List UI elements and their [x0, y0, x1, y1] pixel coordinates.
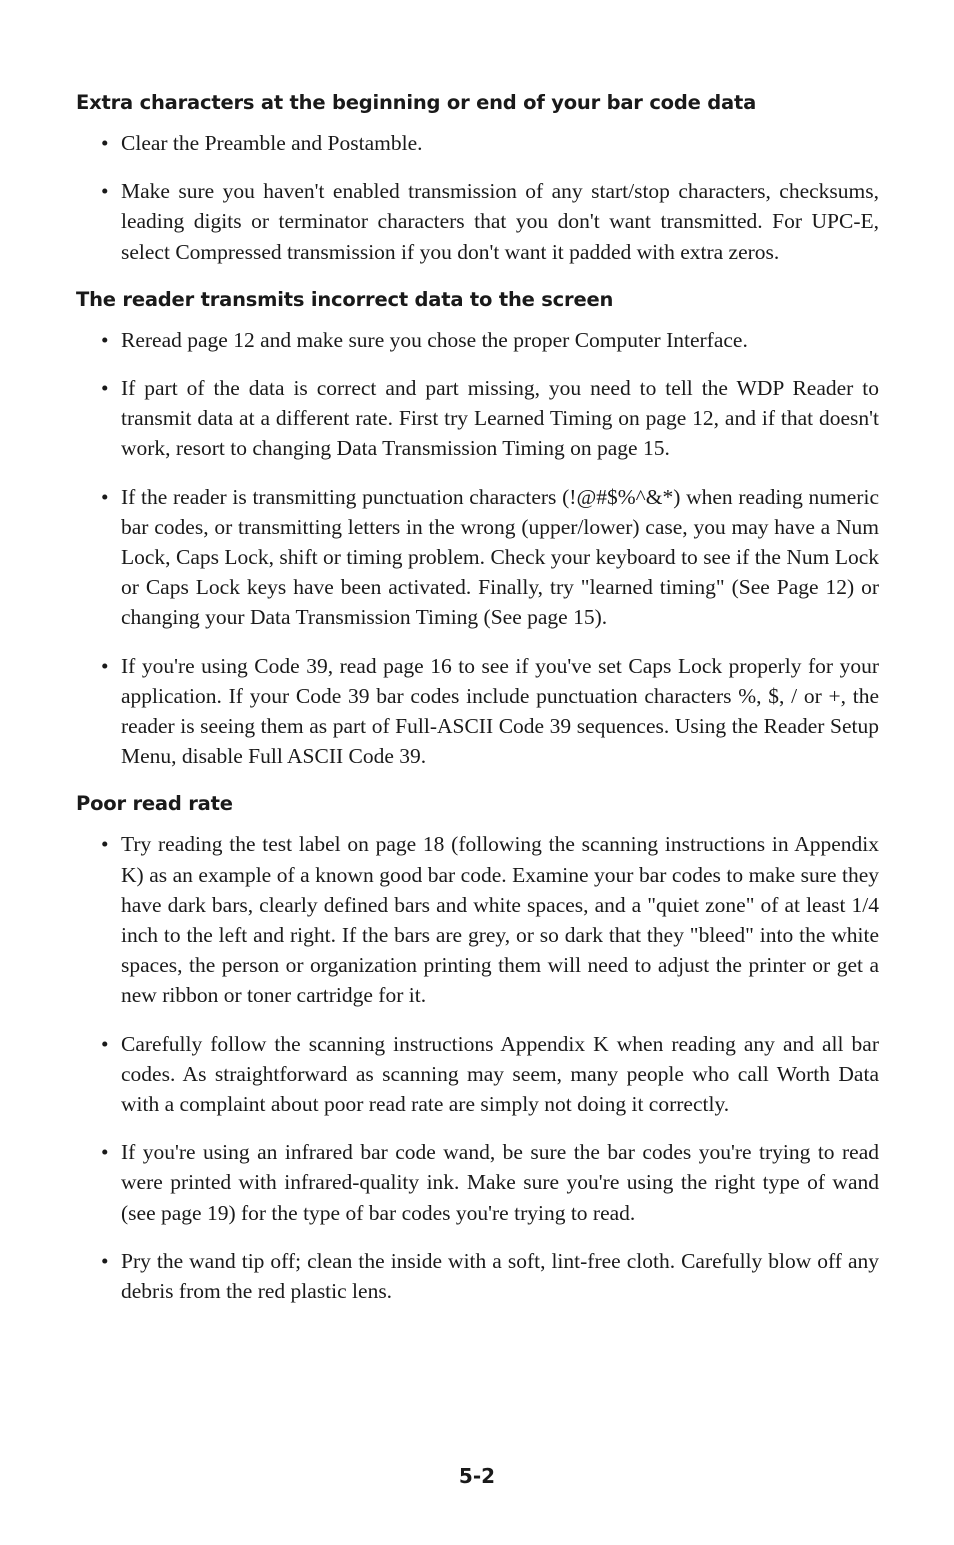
list-item-text: If the reader is transmitting punctuation characters (!@#$%^&*) when reading numeric bar codes, or transmitting letters in the wrong (upper/lower) case, you may have a Num Lock, Caps Lock, shift or timing problem. Check your keyboard to see if the Num Lock or Caps Lock keys have been activated. Finally, try "learned timing" (See Page 12) or changing your Data Transmission Timing (See page 15).: [121, 484, 879, 630]
list-item-text: Clear the Preamble and Postamble.: [121, 131, 423, 155]
bullet-list: [76, 829, 879, 1306]
list-item: [76, 373, 879, 464]
page-content: [76, 88, 879, 1324]
bullet-icon: •: [101, 653, 109, 678]
list-item: [76, 1137, 879, 1228]
list-item-text: If you're using an infrared bar code wand, be sure the bar codes you're trying to read were printed with infrared-quality ink. Make sure you're using the right type of wand (see page 19) for the type of bar codes you're trying to read.: [121, 1140, 879, 1225]
list-item-text: Make sure you haven't enabled transmission of any start/stop characters, checksums, leading digits or terminator characters that you don't want transmitted. For UPC-E, select Compressed transmission if you don't want it padded with extra zeros.: [121, 179, 879, 264]
section-incorrect-data: [76, 285, 879, 772]
list-item: [76, 829, 879, 1010]
bullet-icon: •: [101, 484, 109, 509]
bullet-icon: •: [101, 376, 109, 401]
bullet-icon: •: [101, 179, 109, 204]
bullet-icon: •: [101, 1248, 109, 1273]
list-item: [76, 1246, 879, 1306]
page-number: 5-2: [458, 1464, 496, 1488]
list-item: [76, 176, 879, 267]
list-item: [76, 128, 879, 158]
list-item: [76, 482, 879, 633]
section-heading: Extra characters at the beginning or end of your bar code data: [76, 91, 757, 114]
bullet-icon: •: [101, 1031, 109, 1056]
bullet-icon: •: [101, 832, 109, 857]
list-item: [76, 325, 879, 355]
list-item-text: Pry the wand tip off; clean the inside with a soft, lint-free cloth. Carefully blow off any debris from the red plastic lens.: [121, 1248, 879, 1304]
bullet-icon: •: [101, 1140, 109, 1165]
list-item-text: Carefully follow the scanning instructions Appendix K when reading any and all bar codes. As straightforward as scanning may seem, many people who call Worth Data with a complaint about poor read rate are simply not doing it correctly.: [121, 1031, 879, 1117]
list-item-text: Try reading the test label on page 18 (following the scanning instructions in Appendix K) as an example of a known good bar code. Examine your bar codes to make sure they have dark bars, clearly defined bars and white spaces, and a "quiet zone" of at least 1/4 inch to the left and right. If the bars are grey, or so dark that they "bleed" into the white spaces, the person or organization printing them will need to adjust the printer or get a new ribbon or toner cartridge for it.: [121, 832, 879, 1008]
bullet-list: [76, 128, 879, 267]
bullet-icon: •: [101, 327, 109, 352]
list-item-text: If part of the data is correct and part missing, you need to tell the WDP Reader to transmit data at a different rate. First try Learned Timing on page 12, and if that doesn't work, resort to changing Data Transmission Timing on page 15.: [121, 376, 879, 461]
section-poor-read-rate: [76, 789, 879, 1306]
section-heading: Poor read rate: [76, 792, 233, 816]
bullet-list: [76, 325, 879, 772]
bullet-icon: •: [101, 131, 109, 155]
list-item: [76, 1029, 879, 1120]
section-heading: The reader transmits incorrect data to the screen: [76, 287, 614, 311]
list-item-text: Reread page 12 and make sure you chose the proper Computer Interface.: [121, 327, 748, 352]
section-extra-characters: [76, 88, 879, 267]
list-item-text: If you're using Code 39, read page 16 to see if you've set Caps Lock properly for your application. If your Code 39 bar codes include punctuation characters %, $, / or +, the reader is seeing them as part of Full-ASCII Code 39 sequences. Using the Reader Setup Menu, disable Full ASCII Code 39.: [121, 653, 879, 769]
list-item: [76, 651, 879, 772]
